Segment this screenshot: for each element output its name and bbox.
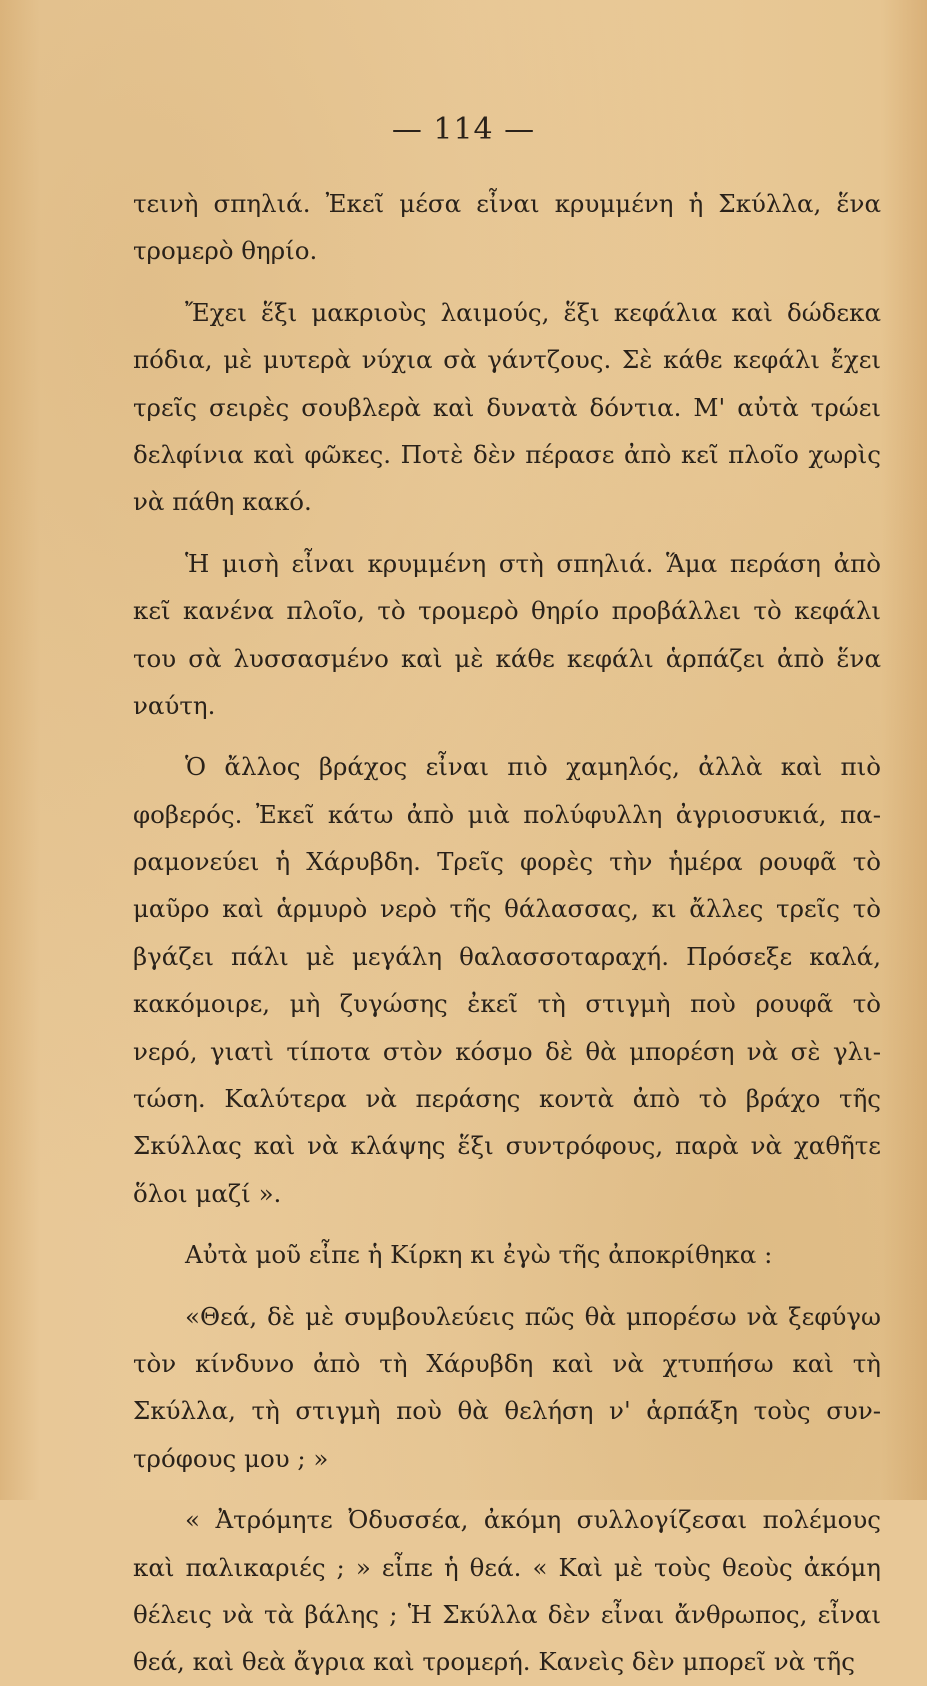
text-line: θέλεις νὰ τὰ βάλης ; Ἡ Σκύλλα δὲν εἶναι ἄνθρωπος, εἶναι [133,1599,881,1629]
text-line: μαῦρο καὶ ἁρμυρὸ νερὸ τῆς θάλασσας, κι ἄλλες τρεῖς τὸ [133,894,881,924]
paragraph-gap [133,1482,881,1496]
paragraph-gap [133,275,881,289]
paragraph-gap [133,1217,881,1231]
text-line: κακόμοιρε, μὴ ζυγώσης ἐκεῖ τὴ στιγμὴ ποὺ ρουφᾶ τὸ [133,989,881,1019]
text-line: θεά, καὶ θεὰ ἄγρια καὶ τρομερή. Κανεὶς δὲν μπορεῖ νὰ τῆς [133,1647,855,1677]
text-line: ὅλοι μαζί ». [133,1178,282,1208]
paragraph [133,289,881,526]
text-line: Σκύλλα, τὴ στιγμὴ ποὺ θὰ θελήση ν' ἁρπάξη τοὺς συν- [133,1396,881,1426]
text-line: τρεῖς σειρὲς σουβλερὰ καὶ δυνατὰ δόντια. Μ' αὐτὰ τρώει [133,392,881,422]
text-line: κεῖ κανένα πλοῖο, τὸ τρομερὸ θηρίο προβάλλει τὸ κεφάλι [133,596,881,626]
text-line: «Θεά, δὲ μὲ συμβουλεύεις πῶς θὰ μπορέσω νὰ ξεφύγω [185,1301,881,1331]
text-line: νὰ πάθη κακό. [133,487,312,517]
text-line: τρόφους μου ; » [133,1443,329,1473]
paragraph [133,1231,881,1278]
text-line: τώση. Καλύτερα νὰ περάσης κοντὰ ἀπὸ τὸ βράχο τῆς [133,1084,881,1114]
text-line: Σκύλλας καὶ νὰ κλάψης ἕξι συντρόφους, παρὰ νὰ χαθῆτε [133,1131,881,1161]
paragraph [133,540,881,730]
text-line: βγάζει πάλι μὲ μεγάλη θαλασσοταραχή. Πρόσεξε καλά, [133,941,881,971]
paragraph-gap [133,526,881,540]
text-line: τὸν κίνδυνο ἀπὸ τὴ Χάρυβδη καὶ νὰ χτυπήσω καὶ τὴ [133,1348,881,1378]
paragraph [133,743,881,1217]
paragraph-gap [133,729,881,743]
page-number: — 114 — [391,112,536,147]
body-text [133,180,881,1686]
text-line: ναύτη. [133,690,216,720]
text-line: καὶ παλικαριές ; » εἶπε ἡ θεά. « Καὶ μὲ τοὺς θεοὺς ἀκόμη [133,1552,881,1582]
text-line: νερό, γιατὶ τίποτα στὸν κόσμο δὲ θὰ μπορέση νὰ σὲ γλι- [133,1036,881,1066]
paragraph [133,180,881,275]
text-line: τρομερὸ θηρίο. [133,236,318,266]
text-line: Αὐτὰ μοῦ εἶπε ἡ Κίρκη κι ἐγὼ τῆς ἀποκρίθηκα : [185,1240,773,1270]
text-line: δελφίνια καὶ φῶκες. Ποτὲ δὲν πέρασε ἀπὸ κεῖ πλοῖο χωρὶς [133,439,881,469]
paragraph-gap [133,1279,881,1293]
text-line: « Ἀτρόμητε Ὀδυσσέα, ἀκόμη συλλογίζεσαι πολέμους [185,1505,881,1535]
text-line: πόδια, μὲ μυτερὰ νύχια σὰ γάντζους. Σὲ κάθε κεφάλι ἔχει [133,345,881,375]
paragraph [133,1293,881,1483]
text-line: Ὁ ἄλλος βράχος εἶναι πιὸ χαμηλός, ἀλλὰ καὶ πιὸ [185,752,881,782]
text-line: ραμονεύει ἡ Χάρυβδη. Τρεῖς φορὲς τὴν ἡμέρα ρουφᾶ τὸ [133,847,881,877]
text-line: Ἡ μισὴ εἶναι κρυμμένη στὴ σπηλιά. Ἅμα περάση ἀπὸ [185,548,881,578]
text-line: τεινὴ σπηλιά. Ἐκεῖ μέσα εἶναι κρυμμένη ἡ Σκύλλα, ἕνα [133,189,881,218]
text-line: του σὰ λυσσασμένο καὶ μὲ κάθε κεφάλι ἁρπάζει ἀπὸ ἕνα [133,643,881,673]
text-line: Ἔχει ἕξι μακριοὺς λαιμούς, ἕξι κεφάλια καὶ δώδεκα [185,297,881,327]
text-line: φοβερός. Ἐκεῖ κάτω ἀπὸ μιὰ πολύφυλλη ἀγριοσυκιά, πα- [133,799,881,829]
paragraph [133,1496,881,1686]
